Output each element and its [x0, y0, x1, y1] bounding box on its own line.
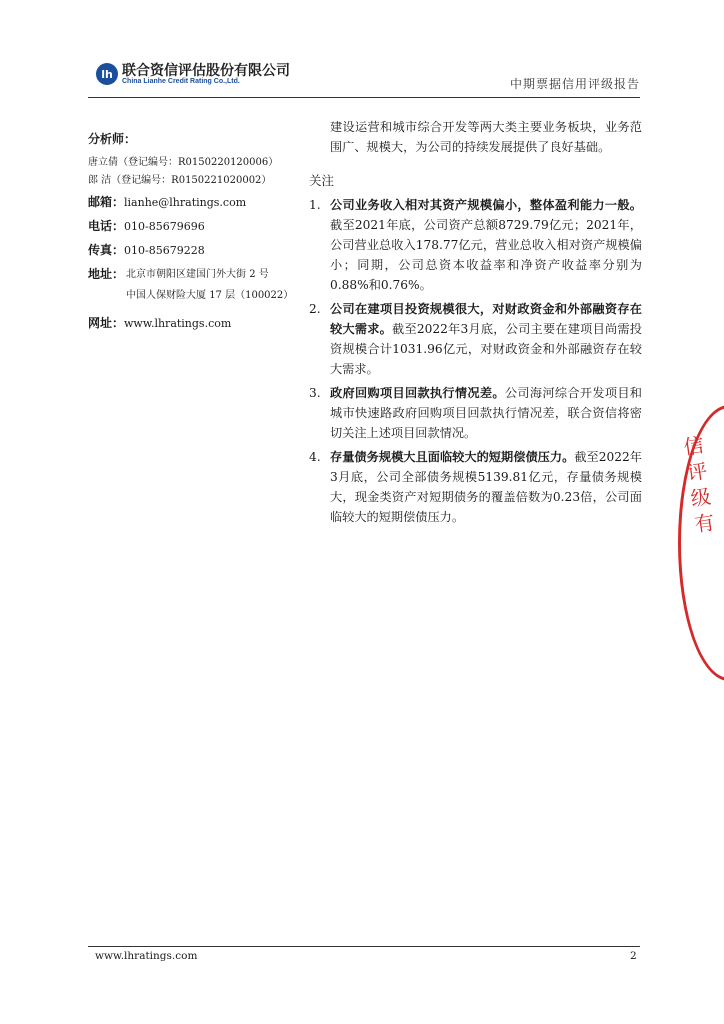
- email-value: lianhe@lhratings.com: [124, 196, 247, 209]
- website-label: 网址：: [88, 316, 125, 330]
- contact-sidebar: [88, 130, 298, 338]
- concern-item: [309, 299, 642, 379]
- report-type: 中期票据信用评级报告: [509, 77, 640, 91]
- analysts-title: 分析师：: [88, 132, 137, 146]
- address-label: 地址：: [88, 267, 125, 281]
- concern-number: 4.: [309, 450, 321, 464]
- concern-item: [309, 447, 642, 527]
- concern-text: 截至2021年底，公司资产总额8729.79亿元；2021年，公司营业总收入178.77亿元，营业总收入相对资产规模偏小；同期，公司总资本收益率和净资产收益率分别为0.88%和0.76%。: [330, 218, 642, 292]
- fax-row: [88, 241, 298, 258]
- concern-item: [309, 383, 642, 443]
- email-label: 邮箱：: [88, 195, 125, 209]
- company-name-cn: 联合资信评估股份有限公司: [122, 63, 290, 79]
- concern-heading: 政府回购项目回款执行情况差。: [330, 386, 505, 400]
- analyst-entry: 郎 洁（登记编号：R0150221020002）: [88, 175, 272, 186]
- phone-value: 010-85679696: [124, 220, 205, 233]
- footer-website: www.lhratings.com: [95, 950, 198, 962]
- concern-text: 截至2022年3月底，公司主要在建项目尚需投资规模合计1031.96亿元，对财政资金和外部融资存在较大需求。: [330, 322, 642, 376]
- header-divider: [88, 97, 640, 98]
- address-line: 北京市朝阳区建国门外大街 2 号: [126, 269, 269, 280]
- concern-number: 3.: [309, 386, 321, 400]
- email-row: [88, 193, 298, 210]
- concern-number: 2.: [309, 302, 321, 316]
- analyst-entry: 唐立倩（登记编号：R0150220120006）: [88, 157, 279, 168]
- page-number: 2: [630, 950, 637, 962]
- address-row: [88, 265, 298, 307]
- concern-heading: 存量债务规模大且面临较大的短期偿债压力。: [330, 450, 575, 464]
- phone-label: 电话：: [88, 219, 125, 233]
- concern-heading: 公司业务收入相对其资产规模偏小，整体盈利能力一般。: [330, 198, 642, 212]
- footer-divider: [88, 946, 640, 947]
- concern-item: [309, 195, 642, 295]
- concern-text: 公司海河综合开发项目和城市快速路政府回购项目回款执行情况差，联合资信将密切关注上述项目回款情况。: [330, 386, 642, 440]
- main-content: [309, 117, 642, 527]
- phone-row: [88, 217, 298, 234]
- company-logo-icon: lh: [96, 63, 118, 85]
- concerns-title: 关注: [309, 173, 335, 188]
- concern-number: 1.: [309, 198, 321, 212]
- company-seal-stamp: [678, 405, 724, 681]
- page-header: [88, 56, 640, 96]
- intro-paragraph: 建设运营和城市综合开发等两大类主要业务板块，业务范围广、规模大，为公司的持续发展提供了良好基础。: [330, 120, 642, 154]
- fax-value: 010-85679228: [124, 244, 205, 257]
- website-value: www.lhratings.com: [124, 317, 232, 330]
- seal-text: 信评级有: [682, 432, 717, 537]
- address-line: 中国人保财险大厦 17 层（100022）: [126, 290, 294, 301]
- website-row: [88, 314, 298, 331]
- fax-label: 传真：: [88, 243, 125, 257]
- company-name-en: China Lianhe Credit Rating Co.,Ltd.: [122, 78, 240, 85]
- concern-heading: 公司在建项目投资规模很大，对财政资金和外部融资存在较大需求。: [330, 302, 642, 336]
- concern-text: 截至2022年3月底，公司全部债务规模5139.81亿元，存量债务规模大，现金类资产对短期债务的覆盖倍数为0.23倍，公司面临较大的短期偿债压力。: [330, 450, 642, 524]
